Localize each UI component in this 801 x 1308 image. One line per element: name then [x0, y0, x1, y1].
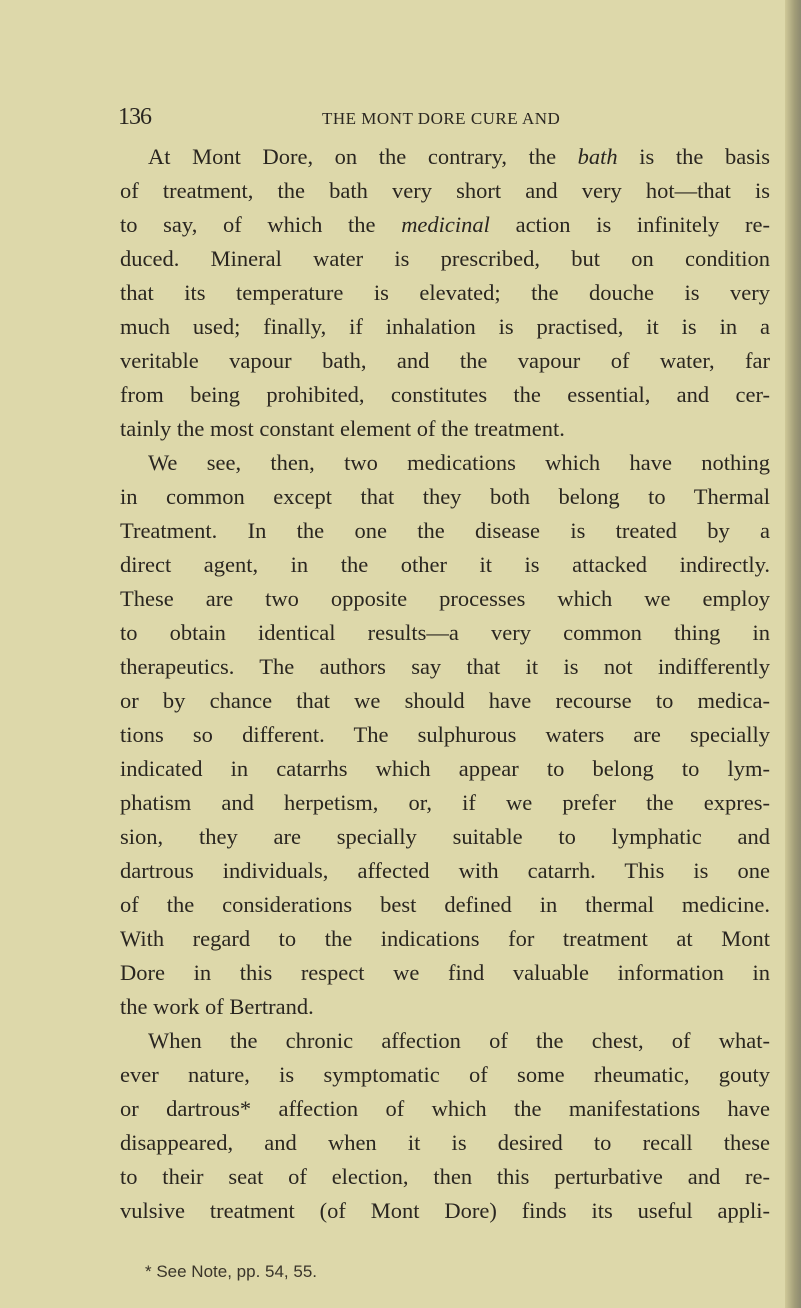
text-line: sion, they are specially suitable to lymphatic and [120, 824, 770, 849]
paragraph [120, 140, 770, 446]
text-line: or by chance that we should have recourse to medica- [120, 688, 770, 713]
text-line: ever nature, is symptomatic of some rheumatic, gouty [120, 1062, 770, 1087]
text-segment: At Mont Dore, on the contrary, the [148, 144, 578, 169]
text-line: Treatment. In the one the disease is treated by a [120, 518, 770, 543]
running-title: THE MONT DORE CURE AND [322, 109, 561, 128]
text-line: to obtain identical results—a very common thing in [120, 620, 770, 645]
text-line: direct agent, in the other it is attacked indirectly. [120, 552, 770, 577]
text-line: With regard to the indications for treatment at Mont [120, 926, 770, 951]
page-number: 136 [118, 104, 151, 130]
page-edge-shadow [785, 0, 801, 1308]
paragraph [120, 1024, 770, 1228]
text-line: or dartrous* affection of which the manifestations have [120, 1096, 770, 1121]
text-line [120, 140, 770, 174]
text-line: indicated in catarrhs which appear to belong to lym- [120, 756, 770, 781]
text-line: disappeared, and when it is desired to recall these [120, 1130, 770, 1155]
italic-word: bath [577, 144, 618, 169]
footnote: * See Note, pp. 54, 55. [145, 1262, 318, 1281]
text-line: duced. Mineral water is prescribed, but on condition [120, 246, 770, 271]
paragraph [120, 446, 770, 1024]
text-line: tainly the most constant element of the treatment. [120, 416, 565, 441]
text-line: in common except that they both belong to Thermal [120, 484, 770, 509]
text-line: dartrous individuals, affected with catarrh. This is one [120, 858, 770, 883]
text-segment: to say, of which the [120, 212, 402, 237]
text-line: of treatment, the bath very short and very hot—that is [120, 178, 770, 203]
text-line: from being prohibited, constitutes the essential, and cer- [120, 382, 770, 407]
text-line: veritable vapour bath, and the vapour of water, far [120, 348, 770, 373]
text-line: vulsive treatment (of Mont Dore) finds its useful appli- [120, 1198, 770, 1223]
text-segment: action is infinitely re- [489, 212, 771, 237]
text-line: tions so different. The sulphurous waters are specially [120, 722, 770, 747]
text-line: Dore in this respect we find valuable information in [120, 960, 770, 985]
body-text [120, 140, 770, 1228]
text-line [120, 208, 770, 242]
text-segment: is the basis [617, 144, 770, 169]
text-line: When the chronic affection of the chest, of what- [148, 1028, 770, 1053]
text-line: These are two opposite processes which we employ [120, 586, 770, 611]
italic-word: medicinal [401, 212, 490, 237]
text-line: phatism and herpetism, or, if we prefer the expres- [120, 790, 770, 815]
text-line: therapeutics. The authors say that it is not indifferently [120, 654, 770, 679]
text-line: to their seat of election, then this perturbative and re- [120, 1164, 770, 1189]
text-line: of the considerations best defined in thermal medicine. [120, 892, 770, 917]
text-line: the work of Bertrand. [120, 994, 314, 1019]
text-line: much used; finally, if inhalation is practised, it is in a [120, 314, 770, 339]
text-line: that its temperature is elevated; the douche is very [120, 280, 770, 305]
text-line: We see, then, two medications which have nothing [148, 450, 770, 475]
page-header [118, 104, 770, 132]
